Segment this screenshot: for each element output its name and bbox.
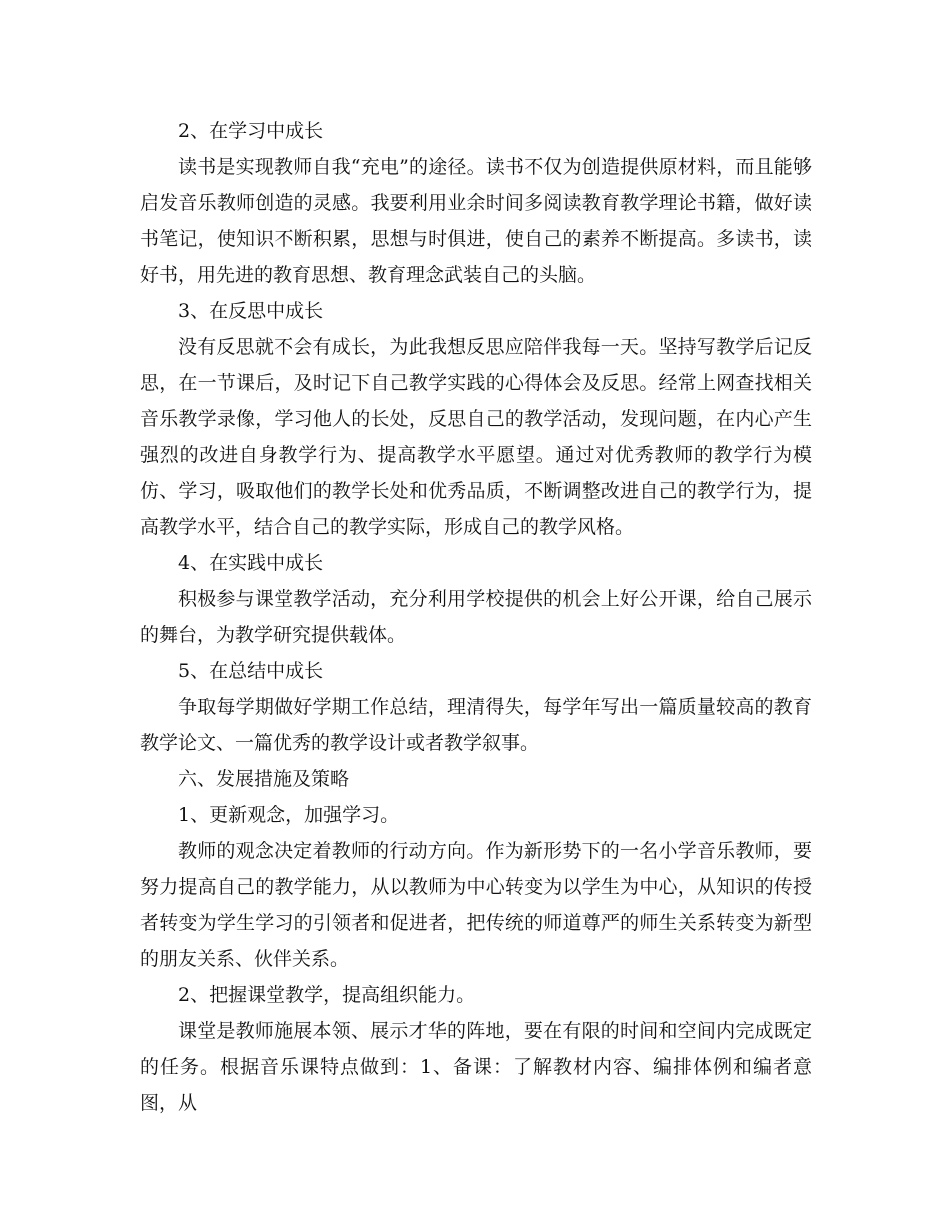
paragraph-reading: 读书是实现教师自我“充电”的途径。读书不仅为创造提供原材料，而且能够启发音乐教师创造的灵感。我要利用业余时间多阅读教育教学理论书籍，做好读书笔记，使知识不断积累，思想与时俱进，使自己的素养不断提高。多读书，读好书，用先进的教育思想、教育理念武装自己的头脑。 <box>140 156 812 286</box>
heading-classroom-teaching: 2、把握课堂教学，提高组织能力。 <box>178 984 476 1006</box>
heading-reflection-growth: 3、在反思中成长 <box>178 300 324 322</box>
paragraph-classroom: 课堂是教师施展本领、展示才华的阵地，要在有限的时间和空间内完成既定的任务。根据音乐课特点做到：1、备课：了解教材内容、编排体例和编者意图，从 <box>140 1020 812 1114</box>
heading-summary-growth: 5、在总结中成长 <box>178 660 324 682</box>
paragraph-reflection: 没有反思就不会有成长，为此我想反思应陪伴我每一天。坚持写教学后记反思，在一节课后，及时记下自己教学实践的心得体会及反思。经常上网查找相关音乐教学录像，学习他人的长处，反思自己的教学活动，发现问题，在内心产生强烈的改进自身教学行为、提高教学水平愿望。通过对优秀教师的教学行为模仿、学习，吸取他们的教学长处和优秀品质，不断调整改进自己的教学行为，提高教学水平，结合自己的教学实际，形成自己的教学风格。 <box>140 336 812 538</box>
heading-update-concepts: 1、更新观念，加强学习。 <box>178 804 400 826</box>
paragraph-practice: 积极参与课堂教学活动，充分利用学校提供的机会上好公开课，给自己展示的舞台，为教学研究提供载体。 <box>140 588 812 646</box>
paragraph-concepts: 教师的观念决定着教师的行动方向。作为新形势下的一名小学音乐教师，要努力提高自己的教学能力，从以教师为中心转变为以学生为中心，从知识的传授者转变为学生学习的引领者和促进者，把传统的师道尊严的师生关系转变为新型的朋友关系、伙伴关系。 <box>140 840 812 970</box>
paragraph-summary: 争取每学期做好学期工作总结，理清得失，每学年写出一篇质量较高的教育教学论文、一篇优秀的教学设计或者教学叙事。 <box>140 696 812 754</box>
heading-practice-growth: 4、在实践中成长 <box>178 552 324 574</box>
heading-learning-growth: 2、在学习中成长 <box>178 120 324 142</box>
document-body <box>140 113 812 1121</box>
section-heading-measures: 六、发展措施及策略 <box>178 768 350 790</box>
